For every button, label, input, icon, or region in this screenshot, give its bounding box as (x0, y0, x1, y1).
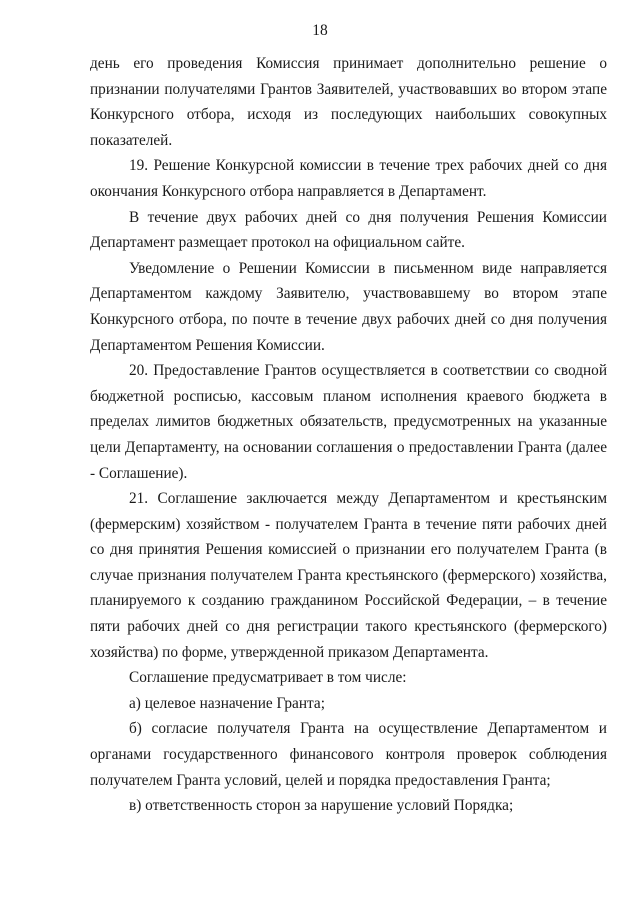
list-item-b: б) согласие получателя Гранта на осуществление Департаментом и органами государственного финансового контроля проверок соблюдения получателем Гранта условий, целей и порядка предоставления Гранта; (90, 720, 607, 789)
paragraph-21: 21. Соглашение заключается между Департаментом и крестьянским (фермерским) хозяйством - получателем Гранта в течение пяти рабочих дней со дня принятия Решения комиссией о признании его получателем Гранта (в случае признания получателем Гранта крестьянского (фермерского) хозяйства, планируемого к созданию гражданином Российской Федерации, – в течение пяти рабочих дней со дня регистрации такого крестьянского (фермерского) хозяйства) по форме, утвержденной приказом Департамента. (90, 490, 607, 661)
paragraph-notification: Уведомление о Решении Комиссии в письменном виде направляется Департаментом каждому Заявителю, участвовавшему во втором этапе Конкурсного отбора, по почте в течение двух рабочих дней со дня получения Департаментом Решения Комиссии. (90, 259, 607, 354)
page-number: 18 (312, 22, 328, 39)
paragraph-20: 20. Предоставление Грантов осуществляется в соответствии со сводной бюджетной росписью, кассовым планом исполнения краевого бюджета в пределах лимитов бюджетных обязательств, предусмотренных на указанные цели Департаменту, на основании соглашения о предоставлении Гранта (далее - Соглашение). (90, 362, 607, 482)
list-item-c: в) ответственность сторон за нарушение условий Порядка; (129, 797, 514, 815)
paragraph-protocol-publication: В течение двух рабочих дней со дня получения Решения Комиссии Департамент размещает протокол на официальном сайте. (90, 208, 607, 252)
document-body (90, 51, 607, 819)
paragraph-agreement-provisions: Соглашение предусматривает в том числе: (129, 669, 407, 687)
list-item-a: а) целевое назначение Гранта; (129, 694, 325, 712)
paragraph-continuation: день его проведения Комиссия принимает дополнительно решение о признании получателями Грантов Заявителей, участвовавших во втором этапе Конкурсного отбора, исходя из последующих наибольших совокупных показателей. (90, 55, 607, 149)
paragraph-19: 19. Решение Конкурсной комиссии в течение трех рабочих дней со дня окончания Конкурсного отбора направляется в Департамент. (90, 157, 607, 200)
